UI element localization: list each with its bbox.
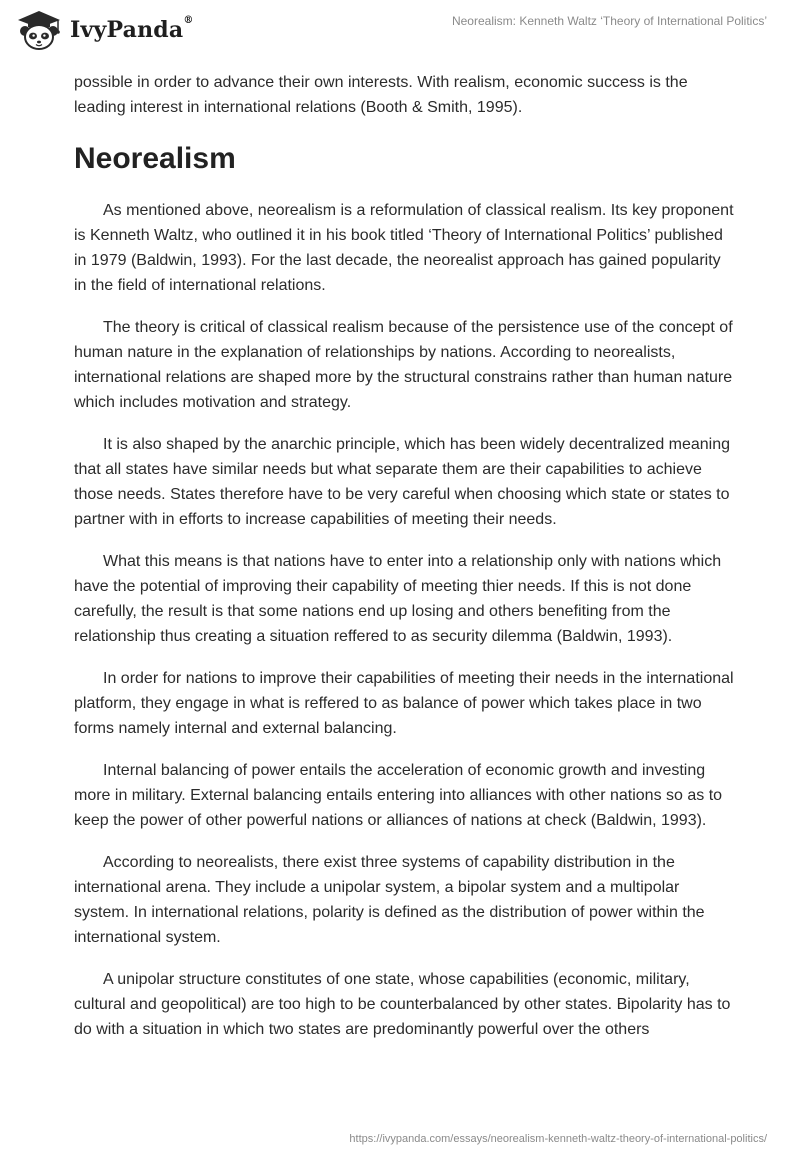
source-url-link[interactable]: https://ivypanda.com/essays/neorealism-kenneth-waltz-theory-of-international-politics/	[349, 1133, 767, 1145]
paragraph: It is also shaped by the anarchic principle, which has been widely decentralized meaning that all states have similar needs but what separate them are their capabilities to achieve those needs. States therefore have to be very careful when choosing which state or states to partner with in efforts to increase capabilities of meeting their needs.	[74, 436, 731, 528]
paragraph: The theory is critical of classical realism because of the persistence use of the concept of human nature in the explanation of relationships by nations. According to neorealists, international relations are shaped more by the structural constrains rather than human nature which includes motivation and strategy.	[74, 319, 733, 411]
paragraph: According to neorealists, there exist three systems of capability distribution in the international arena. They include a unipolar system, a bipolar system and a multipolar system. In international relations, polarity is defined as the distribution of power within the international system.	[74, 854, 705, 946]
section-heading: Neorealism	[74, 142, 236, 175]
essay-body	[74, 70, 734, 1059]
document-title: Neorealism: Kenneth Waltz ‘Theory of International Politics’	[451, 14, 767, 28]
brand-logo[interactable]	[14, 9, 194, 51]
paragraph: A unipolar structure constitutes of one state, whose capabilities (economic, military, cultural and geopolitical) are too high to be counterbalanced by other states. Bipolarity has to do with a situation in which two states are predominantly powerful over the others	[74, 971, 731, 1038]
brand-name: IvyPanda®	[70, 15, 194, 43]
panda-graduate-icon	[14, 9, 64, 51]
paragraph: As mentioned above, neorealism is a reformulation of classical realism. Its key proponent is Kenneth Waltz, who outlined it in his book titled ‘Theory of International Politics’ published in 1979 (Baldwin, 1993). For the last decade, the neorealist approach has gained popularity in the field of international relations.	[74, 202, 734, 294]
page-header	[0, 0, 800, 62]
paragraph: In order for nations to improve their capabilities of meeting their needs in the international platform, they engage in what is reffered to as balance of power which takes place in two forms namely internal and external balancing.	[74, 670, 734, 737]
paragraph: What this means is that nations have to enter into a relationship only with nations which have the potential of improving their capability of meeting thier needs. If this is not done carefully, the result is that some nations end up losing and others benefiting from the relationship thus creating a situation reffered to as security dilemma (Baldwin, 1993).	[74, 553, 722, 645]
intro-paragraph: possible in order to advance their own interests. With realism, economic success is the leading interest in international relations (Booth & Smith, 1995).	[74, 74, 688, 116]
paragraph: Internal balancing of power entails the acceleration of economic growth and investing more in military. External balancing entails entering into alliances with other nations so as to keep the power of other powerful nations or alliances of nations at check (Baldwin, 1993).	[74, 762, 723, 829]
